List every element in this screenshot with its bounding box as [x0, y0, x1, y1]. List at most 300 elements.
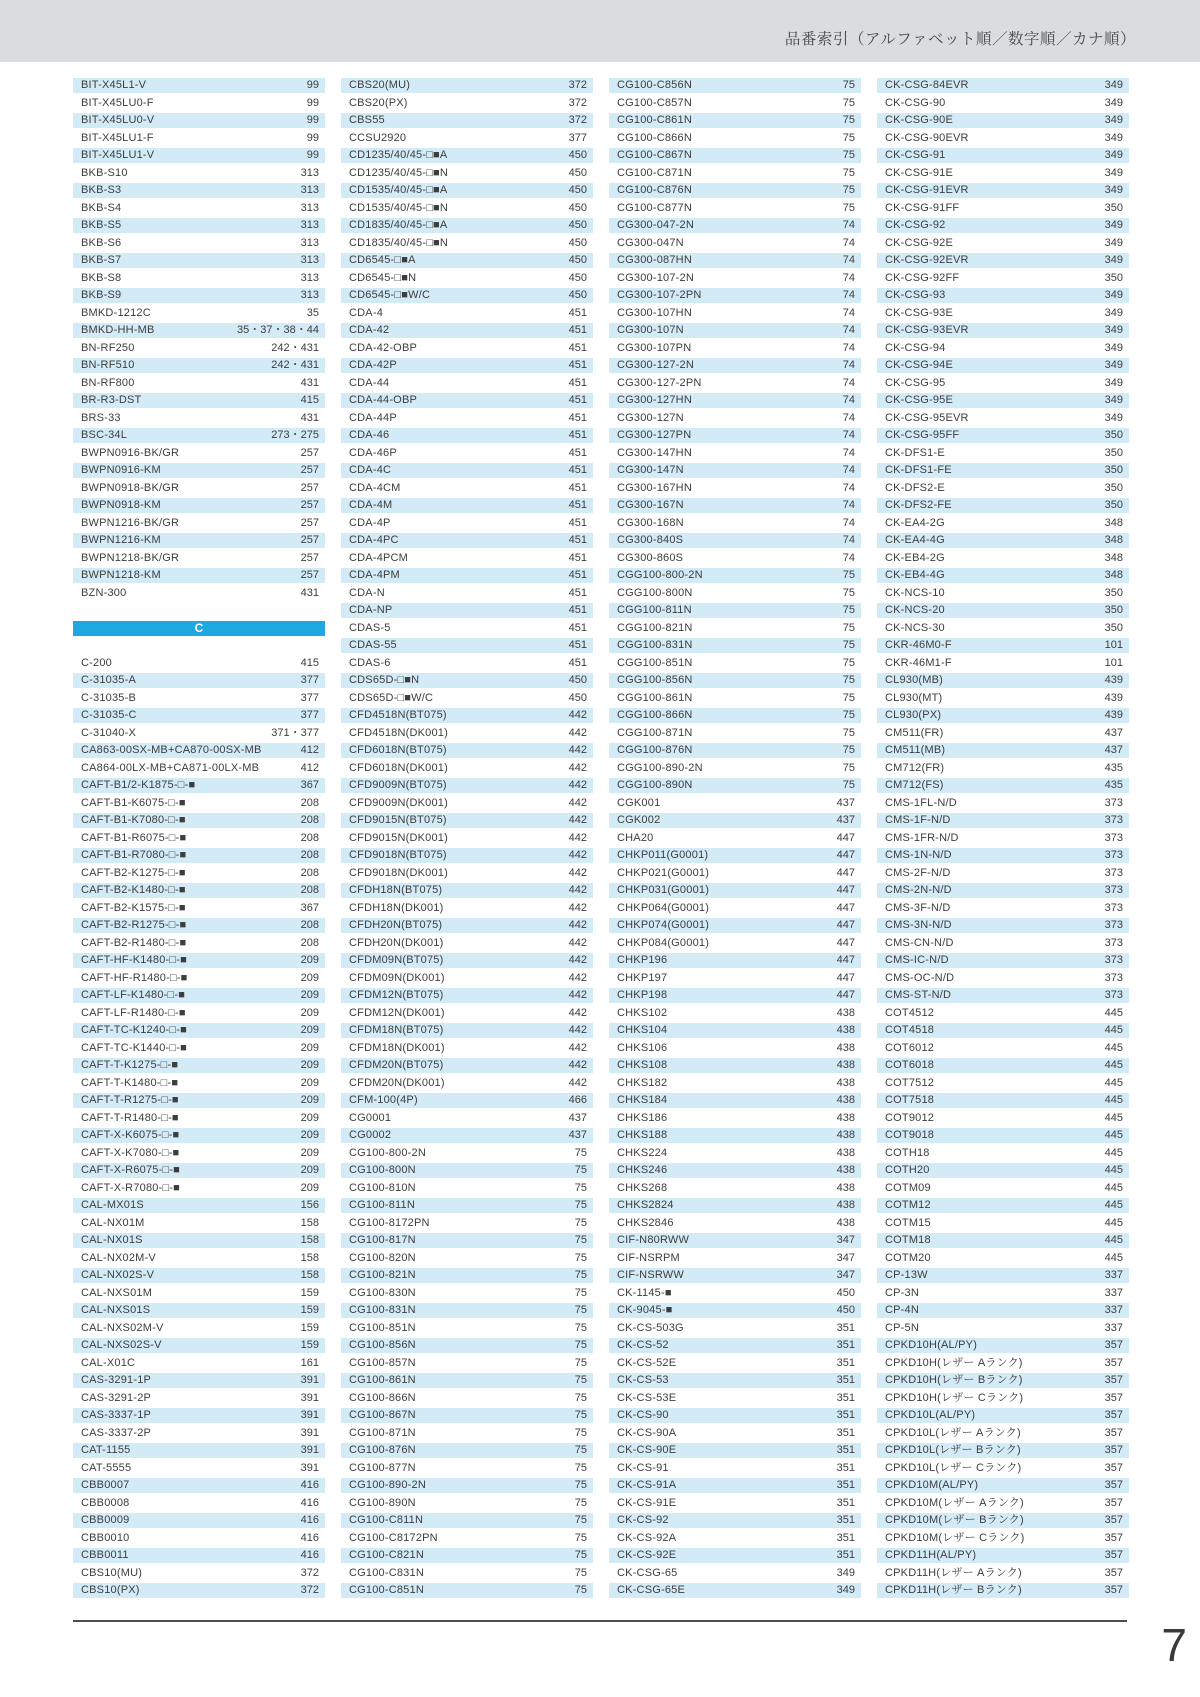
page-reference: 442 — [568, 1076, 587, 1089]
index-column-1 — [73, 78, 325, 1601]
part-number: CAFT-T-R1480-□-■ — [81, 1111, 179, 1124]
table-row — [73, 376, 325, 391]
table-row — [877, 376, 1129, 391]
table-row — [73, 306, 325, 321]
page-reference: 74 — [842, 359, 855, 371]
part-number: CHKP064(G0001) — [617, 901, 710, 914]
part-number: CK-NCS-10 — [885, 586, 945, 599]
table-row — [609, 481, 861, 496]
table-row — [341, 1338, 593, 1353]
page-reference: 75 — [842, 114, 855, 126]
page-reference: 75 — [842, 586, 855, 599]
page-reference: 372 — [300, 1566, 319, 1579]
table-row — [73, 393, 325, 408]
part-number: C-200 — [81, 656, 112, 669]
page-reference: 350 — [1104, 446, 1123, 459]
table-row — [341, 918, 593, 933]
part-number: BKB-S10 — [81, 166, 128, 179]
table-row — [73, 96, 325, 111]
table-row — [341, 201, 593, 216]
part-number: CDA-4M — [349, 499, 393, 511]
page-reference: 75 — [842, 96, 855, 109]
part-number: CAFT-B1-K6075-□-■ — [81, 796, 186, 809]
part-number: CK-CSG-90 — [885, 96, 946, 109]
table-row — [73, 1408, 325, 1423]
table-row — [877, 393, 1129, 408]
table-row — [73, 1513, 325, 1528]
page-reference: 347 — [836, 1251, 855, 1264]
page-reference: 208 — [300, 866, 319, 879]
page-reference: 351 — [836, 1496, 855, 1509]
table-row — [73, 866, 325, 881]
table-row — [609, 1111, 861, 1126]
index-column-2 — [341, 78, 593, 1601]
page-reference: 208 — [300, 814, 319, 826]
table-row — [609, 1373, 861, 1388]
table-row — [73, 428, 325, 443]
part-number: CGG100-831N — [617, 639, 693, 651]
table-row — [877, 1321, 1129, 1336]
page-reference: 159 — [300, 1321, 319, 1334]
page-reference: 357 — [1104, 1374, 1123, 1386]
part-number: CFDM20N(BT075) — [349, 1059, 444, 1071]
page-reference: 442 — [568, 1059, 587, 1071]
page-reference: 75 — [842, 166, 855, 179]
page-reference: 75 — [574, 1269, 587, 1281]
page-reference: 447 — [836, 936, 855, 949]
part-number: CAFT-LF-R1480-□-■ — [81, 1006, 186, 1019]
table-row — [341, 1548, 593, 1563]
part-number: CHKS108 — [617, 1059, 668, 1071]
page-reference: 208 — [300, 884, 319, 896]
table-row — [341, 971, 593, 986]
page-reference: 373 — [1104, 901, 1123, 914]
page-reference: 349 — [1104, 306, 1123, 319]
part-number: CK-CS-503G — [617, 1321, 684, 1334]
table-row — [877, 1093, 1129, 1108]
table-row — [609, 988, 861, 1003]
table-row — [877, 516, 1129, 531]
table-row — [609, 1286, 861, 1301]
page-reference: 438 — [836, 1216, 855, 1229]
part-number: CG300-127-2PN — [617, 376, 702, 389]
table-row — [609, 358, 861, 373]
part-number: CG100-830N — [349, 1286, 416, 1299]
part-number: CGG100-821N — [617, 621, 693, 634]
part-number: CL930(MB) — [885, 674, 944, 686]
table-row — [341, 673, 593, 688]
table-row — [73, 1233, 325, 1248]
part-number: CG300-047N — [617, 236, 684, 249]
part-number: CG100-856N — [349, 1339, 416, 1351]
part-number: CDA-NP — [349, 604, 393, 616]
table-row — [877, 1303, 1129, 1318]
page-reference: 442 — [568, 744, 587, 756]
part-number: CM511(MB) — [885, 744, 946, 756]
part-number: CG100-817N — [349, 1234, 416, 1246]
table-row — [877, 201, 1129, 216]
page-reference: 74 — [842, 411, 855, 424]
table-row — [609, 691, 861, 706]
part-number: BKB-S5 — [81, 219, 122, 231]
table-row — [341, 761, 593, 776]
section-gap — [73, 638, 325, 653]
table-row — [73, 1443, 325, 1458]
page-reference: 416 — [300, 1549, 319, 1561]
page-reference: 367 — [300, 901, 319, 914]
page-reference: 351 — [836, 1409, 855, 1421]
page-reference: 209 — [300, 1076, 319, 1089]
table-row — [341, 183, 593, 198]
page-reference: 451 — [568, 429, 587, 441]
table-row — [341, 358, 593, 373]
table-row — [73, 1286, 325, 1301]
table-row — [877, 96, 1129, 111]
part-number: CMS-CN-N/D — [885, 936, 954, 949]
table-row — [341, 831, 593, 846]
table-row — [609, 96, 861, 111]
page-reference: 357 — [1104, 1391, 1123, 1404]
part-number: CG300-147HN — [617, 446, 692, 459]
table-row — [609, 936, 861, 951]
table-row — [609, 236, 861, 251]
table-row — [609, 673, 861, 688]
table-row — [877, 796, 1129, 811]
part-number: CK-CSG-95 — [885, 376, 946, 389]
table-row — [609, 1268, 861, 1283]
table-row — [73, 1251, 325, 1266]
page-reference: 357 — [1104, 1566, 1123, 1579]
part-number: CA864-00LX-MB+CA871-00LX-MB — [81, 761, 260, 774]
table-row — [609, 253, 861, 268]
page-reference: 445 — [1104, 1164, 1123, 1176]
page-reference: 451 — [568, 394, 587, 406]
table-row — [609, 708, 861, 723]
table-row — [73, 1111, 325, 1126]
table-row — [609, 726, 861, 741]
page-reference: 75 — [574, 1566, 587, 1579]
page-reference: 75 — [574, 1216, 587, 1229]
page-reference: 451 — [568, 639, 587, 651]
part-number: CK-CS-52 — [617, 1339, 669, 1351]
page-reference: 349 — [1104, 289, 1123, 301]
table-row — [341, 271, 593, 286]
page-reference: 313 — [300, 236, 319, 249]
table-row — [609, 1531, 861, 1546]
table-row — [609, 1321, 861, 1336]
table-row — [877, 1478, 1129, 1493]
part-number: CFD9018N(DK001) — [349, 866, 448, 879]
table-row — [73, 148, 325, 163]
table-row — [609, 1023, 861, 1038]
page-reference: 209 — [300, 1129, 319, 1141]
table-row — [73, 1461, 325, 1476]
part-number: CPKD10L(レザー Aランク) — [885, 1426, 1021, 1439]
page-reference: 158 — [300, 1251, 319, 1264]
table-row — [877, 1443, 1129, 1458]
table-row — [609, 533, 861, 548]
page-reference: 445 — [1104, 1181, 1123, 1194]
part-number: CP-13W — [885, 1269, 928, 1281]
table-row — [609, 446, 861, 461]
part-number: CP-5N — [885, 1321, 920, 1334]
page-reference: 74 — [842, 551, 855, 564]
part-number: CAFT-TC-K1440-□-■ — [81, 1041, 187, 1054]
page-reference: 451 — [568, 621, 587, 634]
part-number: CIF-NSRPM — [617, 1251, 680, 1264]
page-reference: 74 — [842, 306, 855, 319]
table-row — [73, 533, 325, 548]
table-row — [877, 1548, 1129, 1563]
part-number: CFD9015N(DK001) — [349, 831, 448, 844]
table-row — [341, 463, 593, 478]
part-number: CMS-1FL-N/D — [885, 796, 957, 809]
part-number: BIT-X45L1-V — [81, 79, 147, 91]
table-row — [877, 1391, 1129, 1406]
table-row — [877, 568, 1129, 583]
page-reference: 75 — [842, 761, 855, 774]
part-number: CHKS104 — [617, 1024, 668, 1036]
table-row — [341, 743, 593, 758]
part-number: CDA-44 — [349, 376, 390, 389]
part-number: CK-CSG-91E — [885, 166, 954, 179]
table-row — [609, 271, 861, 286]
page-reference: 313 — [300, 271, 319, 284]
table-row — [877, 1286, 1129, 1301]
page-reference: 438 — [836, 1181, 855, 1194]
page-reference: 208 — [300, 831, 319, 844]
page-reference: 442 — [568, 936, 587, 949]
part-number: CFDH20N(DK001) — [349, 936, 444, 949]
part-number: CAL-NX01S — [81, 1234, 143, 1246]
page-reference: 447 — [836, 901, 855, 914]
table-row — [609, 1408, 861, 1423]
page-reference: 75 — [574, 1321, 587, 1334]
table-row — [609, 1041, 861, 1056]
table-row — [877, 1566, 1129, 1581]
page-reference: 412 — [300, 744, 319, 756]
page-reference: 445 — [1104, 1076, 1123, 1089]
page-reference: 313 — [300, 254, 319, 266]
page-reference: 451 — [568, 341, 587, 354]
table-row — [609, 918, 861, 933]
part-number: CAFT-T-K1275-□-■ — [81, 1059, 179, 1071]
page-reference: 348 — [1104, 551, 1123, 564]
table-row — [73, 1496, 325, 1511]
page-reference: 373 — [1104, 936, 1123, 949]
page-reference: 349 — [1104, 394, 1123, 406]
page-reference: 377 — [300, 674, 319, 686]
page-reference: 75 — [842, 569, 855, 581]
table-row — [73, 463, 325, 478]
table-row — [73, 183, 325, 198]
page-reference: 437 — [1104, 726, 1123, 739]
page-reference: 209 — [300, 1111, 319, 1124]
page-reference: 75 — [574, 1584, 587, 1596]
page-reference: 75 — [574, 1549, 587, 1561]
page-reference: 373 — [1104, 849, 1123, 861]
part-number: CG100-C861N — [617, 114, 692, 126]
part-number: CG100-890-2N — [349, 1479, 426, 1491]
page-reference: 439 — [1104, 674, 1123, 686]
table-row — [341, 516, 593, 531]
page-reference: 437 — [1104, 744, 1123, 756]
page-reference: 242・431 — [271, 359, 319, 371]
page-reference: 450 — [568, 254, 587, 266]
part-number: CK-CS-92E — [617, 1549, 677, 1561]
table-row — [73, 1583, 325, 1598]
part-number: COT6012 — [885, 1041, 935, 1054]
page-reference: 257 — [300, 481, 319, 494]
page-reference: 450 — [836, 1304, 855, 1316]
page-reference: 447 — [836, 831, 855, 844]
table-row — [609, 201, 861, 216]
page-reference: 75 — [574, 1479, 587, 1491]
page-reference: 350 — [1104, 499, 1123, 511]
part-number: CK-CS-91A — [617, 1479, 677, 1491]
table-row — [341, 1268, 593, 1283]
page-reference: 451 — [568, 604, 587, 616]
table-row — [609, 428, 861, 443]
table-row — [341, 1566, 593, 1581]
page-reference: 350 — [1104, 271, 1123, 284]
table-row — [73, 341, 325, 356]
page-reference: 450 — [568, 219, 587, 231]
part-number: CG300-107N — [617, 324, 684, 336]
part-number: CPKD10H(レザー Aランク) — [885, 1356, 1023, 1369]
table-row — [73, 1478, 325, 1493]
part-number: CK-CSG-91EVR — [885, 184, 969, 196]
page-reference: 373 — [1104, 971, 1123, 984]
part-number: CG300-127-2N — [617, 359, 694, 371]
page-reference: 438 — [836, 1129, 855, 1141]
page-reference: 349 — [836, 1566, 855, 1579]
page-reference: 75 — [842, 184, 855, 196]
table-row — [73, 708, 325, 723]
page-reference: 451 — [568, 324, 587, 336]
part-number: BMKD-1212C — [81, 306, 151, 319]
table-row — [877, 1023, 1129, 1038]
part-number: CP-3N — [885, 1286, 920, 1299]
page-reference: 75 — [574, 1514, 587, 1526]
page-reference: 438 — [836, 1006, 855, 1019]
part-number: BSC-34L — [81, 429, 128, 441]
table-row — [877, 743, 1129, 758]
table-row — [341, 638, 593, 653]
page-reference: 74 — [842, 394, 855, 406]
page-reference: 99 — [306, 149, 319, 161]
part-number: CFDM09N(DK001) — [349, 971, 445, 984]
page-reference: 447 — [836, 884, 855, 896]
table-row — [73, 358, 325, 373]
page-number: 7 — [1161, 1619, 1187, 1671]
page-reference: 367 — [300, 779, 319, 791]
part-number: CAFT-B1/2-K1875-□-■ — [81, 779, 196, 791]
table-row — [609, 656, 861, 671]
table-row — [877, 1338, 1129, 1353]
page-reference: 431 — [300, 586, 319, 599]
part-number: CDA-N — [349, 586, 385, 599]
table-row — [73, 656, 325, 671]
table-row — [73, 1338, 325, 1353]
table-row — [877, 726, 1129, 741]
part-number: CG100-C8172PN — [349, 1531, 438, 1544]
table-row — [877, 1408, 1129, 1423]
part-number: CG100-800-2N — [349, 1146, 426, 1159]
part-number: CG300-147N — [617, 464, 684, 476]
page-reference: 313 — [300, 219, 319, 231]
page-reference: 313 — [300, 184, 319, 196]
part-number: CGG100-876N — [617, 744, 693, 756]
part-number: BWPN1218-BK/GR — [81, 551, 180, 564]
table-row — [609, 1338, 861, 1353]
part-number: CHKS2824 — [617, 1199, 674, 1211]
table-row — [877, 1146, 1129, 1161]
part-number: CG100-C851N — [349, 1584, 424, 1596]
page-reference: 349 — [1104, 114, 1123, 126]
part-number: CPKD10L(レザー Bランク) — [885, 1444, 1021, 1456]
table-row — [341, 1006, 593, 1021]
page-reference: 447 — [836, 989, 855, 1001]
table-row — [73, 1566, 325, 1581]
page-reference: 257 — [300, 464, 319, 476]
part-number: CG300-127PN — [617, 429, 692, 441]
part-number: CK-CSG-92EVR — [885, 254, 969, 266]
table-row — [877, 1163, 1129, 1178]
page-reference: 348 — [1104, 516, 1123, 529]
part-number: CBS20(PX) — [349, 96, 408, 109]
table-row — [609, 1006, 861, 1021]
page-reference: 445 — [1104, 1216, 1123, 1229]
page-reference: 75 — [574, 1496, 587, 1509]
part-number: CMS-2F-N/D — [885, 866, 951, 879]
page-reference: 351 — [836, 1339, 855, 1351]
page-reference: 442 — [568, 761, 587, 774]
part-number: CAFT-B1-K7080-□-■ — [81, 814, 186, 826]
page-reference: 349 — [1104, 184, 1123, 196]
table-row — [877, 463, 1129, 478]
page-reference: 75 — [574, 1234, 587, 1246]
table-row — [877, 1128, 1129, 1143]
page-reference: 351 — [836, 1531, 855, 1544]
table-row — [609, 866, 861, 881]
table-row — [73, 516, 325, 531]
page-reference: 445 — [1104, 1041, 1123, 1054]
page-reference: 350 — [1104, 481, 1123, 494]
part-number: BKB-S4 — [81, 201, 122, 214]
part-number: CIF-N80RWW — [617, 1234, 690, 1246]
page-reference: 438 — [836, 1041, 855, 1054]
part-number: CK-CS-91 — [617, 1461, 669, 1474]
page-reference: 391 — [300, 1444, 319, 1456]
table-row — [341, 148, 593, 163]
table-row — [877, 1356, 1129, 1371]
table-row — [341, 288, 593, 303]
part-number: CHKP011(G0001) — [617, 849, 709, 861]
page-reference: 74 — [842, 289, 855, 301]
page-reference: 35 — [306, 306, 319, 319]
part-number: CFD9018N(BT075) — [349, 849, 447, 861]
table-row — [73, 953, 325, 968]
part-number: CG100-C857N — [617, 96, 692, 109]
table-row — [341, 498, 593, 513]
table-row — [341, 796, 593, 811]
part-number: CBS20(MU) — [349, 79, 411, 91]
part-number: CFDM18N(BT075) — [349, 1024, 444, 1036]
page-reference: 447 — [836, 849, 855, 861]
table-row — [341, 568, 593, 583]
table-row — [341, 1286, 593, 1301]
